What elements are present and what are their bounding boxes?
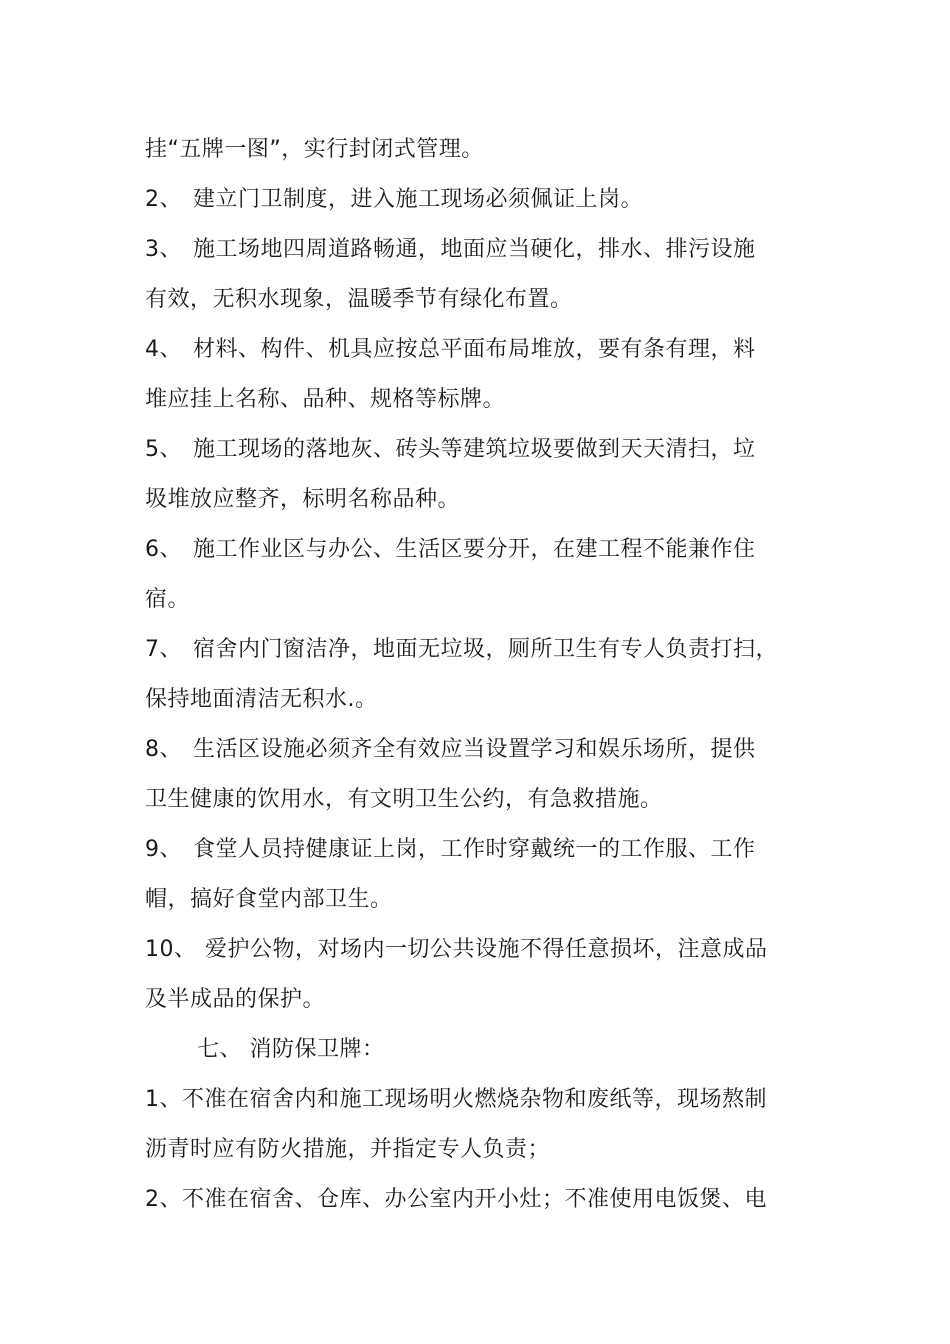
text-line: 挂“五牌一图”，实行封闭式管理。	[145, 137, 484, 162]
item-text: 建立门卫制度，进入施工现场必须佩证上岗。	[193, 187, 644, 212]
item-number: 2、	[145, 187, 182, 212]
item-number: 3、	[145, 237, 182, 262]
text-line: 1、不准在宿舍内和施工现场明火燃烧杂物和废纸等，现场熬制	[145, 1087, 767, 1112]
item-text: 材料、构件、机具应按总平面布局堆放，要有条有理，料	[193, 337, 756, 362]
list-item-7	[145, 635, 778, 665]
text-line: 卫生健康的饮用水，有文明卫生公约，有急救措施。	[145, 787, 663, 812]
item-number: 7、	[145, 637, 182, 662]
item-number: 9、	[145, 837, 182, 862]
text-line: 宿。	[145, 587, 191, 612]
item-text: 爱护公物，对场内一切公共设施不得任意损坏，注意成品	[205, 937, 768, 962]
item-number: 5、	[145, 437, 182, 462]
text-line: 堆应挂上名称、品种、规格等标牌。	[145, 387, 506, 412]
item-text: 食堂人员持健康证上岗，工作时穿戴统一的工作服、工作	[193, 837, 756, 862]
list-item-2	[145, 185, 643, 215]
list-item-8	[145, 735, 756, 765]
item-number: 6、	[145, 537, 182, 562]
item-number: 8、	[145, 737, 182, 762]
item-number: 4、	[145, 337, 182, 362]
list-item-10	[145, 935, 768, 965]
text-line: 沥青时应有防火措施，并指定专人负责；	[145, 1137, 551, 1162]
text-line: 有效，无积水现象，温暖季节有绿化布置。	[145, 287, 573, 312]
list-item-9	[145, 835, 756, 865]
text-line: 及半成品的保护。	[145, 987, 326, 1012]
text-line: 圾堆放应整齐，标明名称品种。	[145, 487, 461, 512]
item-text: 生活区设施必须齐全有效应当设置学习和娱乐场所，提供	[193, 737, 756, 762]
text-line: 保持地面清洁无积水.。	[145, 687, 378, 712]
text-line: 2、不准在宿舍、仓库、办公室内开小灶；不准使用电饭煲、电	[145, 1187, 767, 1212]
list-item-4	[145, 335, 756, 365]
list-item-5	[145, 435, 756, 465]
list-item-6	[145, 535, 756, 565]
item-text: 施工作业区与办公、生活区要分开，在建工程不能兼作住	[193, 537, 756, 562]
item-text: 宿舍内门窗洁净，地面无垃圾，厕所卫生有专人负责打扫，	[193, 637, 779, 662]
item-text: 施工场地四周道路畅通，地面应当硬化，排水、排污设施	[193, 237, 756, 262]
list-item-3	[145, 235, 756, 265]
item-text: 施工现场的落地灰、砖头等建筑垃圾要做到天天清扫，垃	[193, 437, 756, 462]
item-number: 10、	[145, 937, 197, 962]
section-heading: 七、 消防保卫牌：	[197, 1037, 385, 1062]
text-line: 帽，搞好食堂内部卫生。	[145, 887, 393, 912]
